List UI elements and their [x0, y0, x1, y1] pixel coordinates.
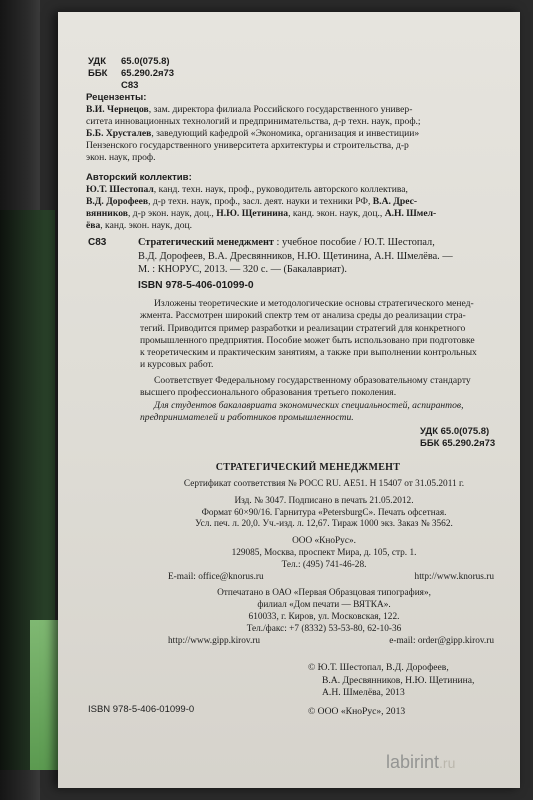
author-line: вянников, д-р экон. наук, доц., Н.Ю. Щетинина, канд. экон. наук, доц., А.Н. Шмел-: [86, 208, 437, 219]
book-page: [58, 12, 520, 788]
book-spine-accent: [30, 620, 60, 770]
isbn-main: ISBN 978-5-406-01099-0: [138, 280, 254, 291]
site-watermark: labirint.ru: [386, 752, 456, 772]
author-sign: С83: [121, 80, 139, 91]
author-line: В.Д. Дорофеев, д-р техн. наук, проф., засл. деят. науки и техники РФ, В.А. Дрес-: [86, 196, 418, 207]
copyright-block: © Ю.Т. Шестопал, В.Д. Дорофеев, В.А. Дресвянников, Н.Ю. Щетинина, А.Н. Шмелёва, 2013 © ООО «КноРус», 2013: [308, 662, 475, 717]
author-line: Ю.Т. Шестопал, канд. техн. наук, проф., руководитель авторского коллектива,: [86, 184, 408, 195]
udk-bbk-right: УДК 65.0(075.8) ББК 65.290.2я73: [420, 426, 496, 449]
imprint-title: СТРАТЕГИЧЕСКИЙ МЕНЕДЖМЕНТ: [215, 462, 401, 473]
authors-heading: Авторский коллектив:: [86, 172, 192, 183]
isbn-bottom: ISBN 978-5-406-01099-0: [88, 704, 195, 715]
reviewer-line: В.И. Чернецов, зам. директора филиала Российского государственного универ-: [86, 104, 413, 115]
publisher-email[interactable]: E-mail: office@knorus.ru: [168, 571, 264, 582]
bbk-label: ББК: [88, 68, 108, 79]
standard-note: Соответствует Федеральному государственному образовательному стандарту высшего профессионального образования третьего поколения.: [140, 375, 471, 399]
reviewer-line: Пензенского государственного университета архитектуры и строительства, д-р: [86, 140, 409, 151]
reviewer-line: ситета инновационных технологий и предпринимательства, д-р техн. наук, проф.;: [86, 116, 421, 127]
bbk-value: 65.290.2я73: [121, 68, 175, 79]
abstract: Изложены теоретические и методологические основы стратегического менед- жмента. Рассмотрен широкий спектр тем от анализа среды до реализации стра- тегий. Приводится пример разработки и реализации стратегий для конкретного промышленного предприятия. Пособие может быть использовано при подготовке к теоретическим и практическим занятиям, а также при выполнении контрольных и курсовых работ.: [140, 298, 477, 371]
author-line: ёва, канд. экон. наук, доц.: [86, 220, 193, 231]
authors-block: [86, 172, 506, 232]
certificate: Сертификат соответствия № РОСС RU. АЕ51. Н 15407 от 31.05.2011 г.: [183, 479, 465, 489]
reviewer-line: экон. наук, проф.: [86, 152, 156, 163]
imprint-block: Сертификат соответствия № РОСС RU. АЕ51. Н 15407 от 31.05.2011 г. Изд. № 3047. Подписано в печать 21.05.2012. Формат 60×90/16. Гарнитура «PetersburgC». Печать офсетная. Усл. печ. л. 20,0. Уч.-изд. л. 12,67. Тираж 1000 экз. Заказ № 3562. ООО «КноРус». 129085, Москва, проспект Мира, д. 105, стр. 1. Тел.: (495) 741-46-28. E-mail: office@knorus.ru http://www.knorus.ru Отпечатано в ОАО «Первая Образцовая типография», филиал «Дом печати — ВЯТКА». 610033, г. Киров, ул. Московская, 122. Тел./факс: +7 (8332) 53-53-80, 62-10-36 http://www.gipp.kirov.ru e-mail: order@gipp.kirov.ru: [140, 479, 508, 647]
catalog-entry: Стратегический менеджмент : учебное пособие / Ю.Т. Шестопал, В.Д. Дорофеев, В.А. Дресвянников, Н.Ю. Щетинина, А.Н. Шмелёва. — М. : КНОРУС, 2013. — 320 с. — (Бакалавриат).: [138, 236, 508, 277]
publisher-website[interactable]: http://www.knorus.ru: [414, 571, 494, 582]
catalog-code: С83: [88, 237, 107, 248]
udk-label: УДК: [88, 56, 106, 67]
udk-value: 65.0(075.8): [121, 56, 170, 67]
reviewers-block: [86, 92, 506, 164]
book-title: Стратегический менеджмент: [138, 237, 274, 248]
audience-note: Для студентов бакалавриата экономических специальностей, аспирантов, предпринимателей и работников промышленности.: [140, 400, 464, 424]
printer-email[interactable]: e-mail: order@gipp.kirov.ru: [389, 635, 494, 646]
catalog-authors: В.Д. Дорофеев, В.А. Дресвянников, Н.Ю. Щетинина, А.Н. Шмелёва. —: [138, 250, 453, 262]
reviewer-line: Б.Б. Хрусталев, заведующий кафедрой «Экономика, организация и инвестиции»: [86, 128, 420, 139]
udk-bbk-block: [88, 56, 174, 92]
catalog-publisher: М. : КНОРУС, 2013. — 320 с. — (Бакалавриат).: [138, 264, 347, 275]
publisher-name: ООО «КноРус».: [292, 536, 356, 547]
printer-website[interactable]: http://www.gipp.kirov.ru: [168, 635, 261, 646]
reviewers-heading: Рецензенты:: [86, 92, 147, 103]
